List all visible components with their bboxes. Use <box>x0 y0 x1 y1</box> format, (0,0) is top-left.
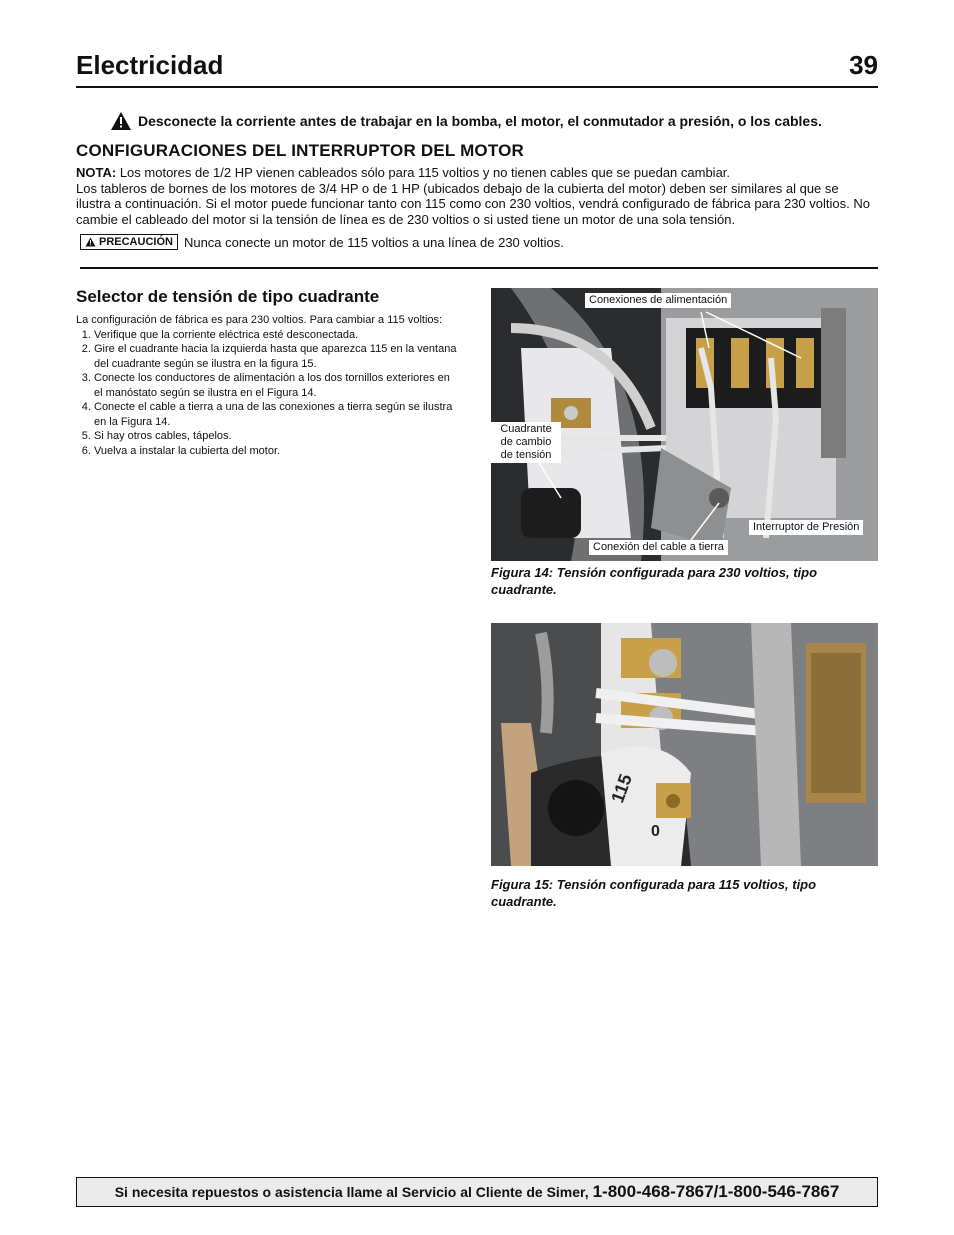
note-label: NOTA: <box>76 165 117 180</box>
caution-badge <box>80 234 178 250</box>
step-item: 6. Vuelva a instalar la cubierta del motor. <box>94 444 458 459</box>
label-ground-connection: Conexión del cable a tierra <box>589 540 728 555</box>
caution-row <box>80 234 564 250</box>
footer-text: Si necesita repuestos o asistencia llame al Servicio al Cliente de Simer, <box>114 1184 589 1200</box>
motor-section-heading: CONFIGURACIONES DEL INTERRUPTOR DEL MOTOR <box>76 141 525 160</box>
motor-section-body <box>76 165 876 227</box>
note-text: Los motores de 1/2 HP vienen cableados sólo para 115 voltios y no tienen cables que se puedan cambiar. <box>119 165 731 180</box>
selector-steps <box>76 328 458 459</box>
dial-mark-115: 115 <box>607 771 636 806</box>
label-pressure-switch: Interruptor de Presión <box>749 520 863 535</box>
step-item: 5. Si hay otros cables, tápelos. <box>94 429 458 444</box>
figure-15-caption: Figura 15: Tensión configurada para 115 voltios, tipo cuadrante. <box>491 877 817 909</box>
page-title: Electricidad <box>76 50 224 80</box>
caution-text: Nunca conecte un motor de 115 voltios a una línea de 230 voltios. <box>183 234 564 250</box>
label-voltage-dial: Cuadrante de cambio de tensión <box>491 422 561 463</box>
header-rule <box>76 86 878 88</box>
page-number: 39 <box>849 50 878 80</box>
figure-15-illustration <box>491 623 878 866</box>
figure-15-photo <box>491 623 878 866</box>
footer-phone: 1-800-468-7867/1-800-546-7867 <box>592 1182 840 1201</box>
selector-instructions <box>76 313 458 458</box>
terminal-board-paragraph: Los tableros de bornes de los motores de 3/4 HP o de 1 HP (ubicados debajo de la cubierta del motor) deben ser similares al que se ilustra a continuación. Si el motor puede funcionar tanto con 115 como con 230 voltios, vendrá configurado de fábrica para 230 voltios. No cambie el cableado del motor si la tensión de línea es de 230 voltios o si usted tiene un motor de una sola tensión. <box>76 180 870 227</box>
step-item: 4. Conecte el cable a tierra a una de las conexiones a tierra según se ilustra en la Figura 14. <box>94 400 458 429</box>
step-item: 2. Gire el cuadrante hacia la izquierda hasta que aparezca 115 en la ventana del cuadrante según se ilustra en la figura 15. <box>94 342 458 371</box>
caution-triangle-icon <box>85 237 96 247</box>
caution-label: PRECAUCIÓN <box>99 236 173 248</box>
warning-triangle-icon <box>110 111 132 131</box>
figure-14-photo <box>491 288 878 561</box>
label-power-connections: Conexiones de alimentación <box>585 293 731 308</box>
warning-banner <box>110 111 822 131</box>
note-paragraph <box>76 165 876 181</box>
step-item: 1. Verifique que la corriente eléctrica esté desconectada. <box>94 328 458 343</box>
selector-intro: La configuración de fábrica es para 230 voltios. Para cambiar a 115 voltios: <box>76 314 443 326</box>
figure-14-caption: Figura 14: Tensión configurada para 230 voltios, tipo cuadrante. <box>491 565 818 597</box>
section-rule <box>80 267 878 269</box>
step-item: 3. Conecte los conductores de alimentación a los dos tornillos exteriores en el manóstato según se ilustra en el Figura 14. <box>94 371 458 400</box>
dial-mark-zero: 0 <box>651 823 660 840</box>
warning-text: Desconecte la corriente antes de trabajar en la bomba, el motor, el conmutador a presión, o los cables. <box>138 113 822 129</box>
selector-heading: Selector de tensión de tipo cuadrante <box>76 287 380 306</box>
footer-contact <box>76 1177 878 1207</box>
